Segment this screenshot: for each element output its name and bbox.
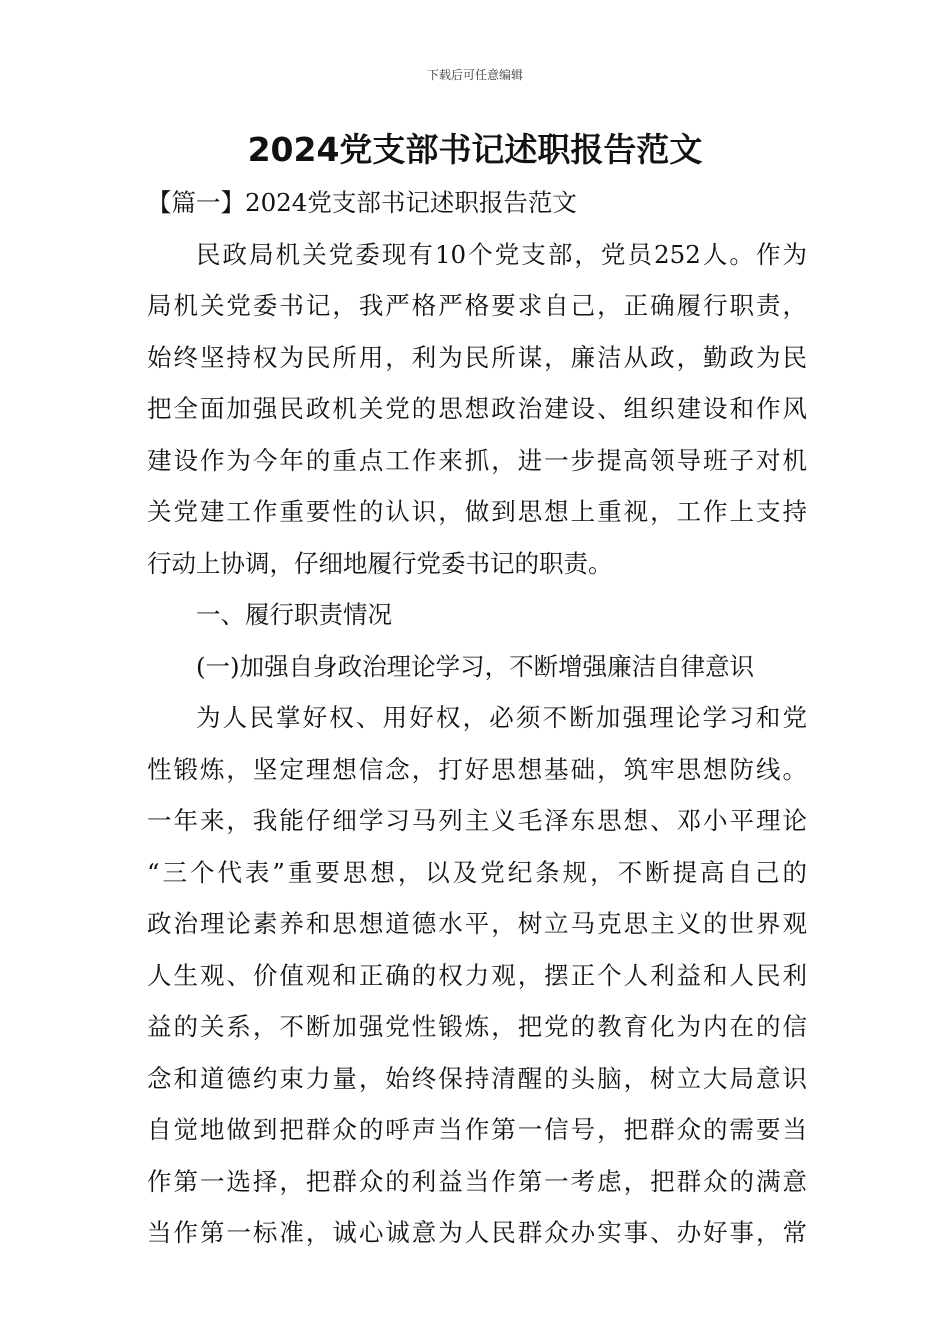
header-note: 下载后可任意编辑 — [426, 68, 523, 82]
text-line: 关党建工作重要性的认识，做到思想上重视，工作上支持 — [147, 497, 807, 526]
text-line: 益的关系，不断加强党性锻炼，把党的教育化为内在的信 — [147, 1012, 807, 1041]
text-line: 建设作为今年的重点工作来抓，进一步提高领导班子对机 — [147, 445, 807, 475]
text-line: 性锻炼，坚定理想信念，打好思想基础，筑牢思想防线。 — [147, 754, 807, 784]
text-line: 始终坚持权为民所用，利为民所谋，廉洁从政，勤政为民 — [147, 342, 807, 372]
text-line: 人生观、价值观和正确的权力观，摆正个人利益和人民利 — [147, 960, 807, 990]
text-line: (一)加强自身政治理论学习，不断增强廉洁自律意识 — [196, 651, 755, 681]
text-line: 民政局机关党委现有10个党支部，党员252人。作为 — [196, 239, 807, 269]
text-line: 一、履行职责情况 — [196, 600, 392, 629]
text-line: 一年来，我能仔细学习马列主义毛泽东思想、邓小平理论 — [147, 806, 807, 835]
text-line: 自觉地做到把群众的呼声当作第一信号，把群众的需要当 — [147, 1115, 807, 1144]
text-line: 把全面加强民政机关党的思想政治建设、组织建设和作风 — [147, 394, 807, 423]
text-line: 念和道德约束力量，始终保持清醒的头脑，树立大局意识 — [147, 1063, 807, 1093]
text-line: 作第一选择，把群众的利益当作第一考虑，把群众的满意 — [147, 1166, 807, 1196]
text-line: 局机关党委书记，我严格严格要求自己，正确履行职责， — [147, 291, 807, 320]
text-line: 【篇一】2024党支部书记述职报告范文 — [147, 188, 577, 217]
text-line: 行动上协调，仔细地履行党委书记的职责。 — [147, 548, 613, 578]
text-line: 当作第一标准，诚心诚意为人民群众办实事、办好事，常 — [147, 1218, 807, 1247]
text-line: 政治理论素养和思想道德水平，树立马克思主义的世界观 — [147, 909, 807, 938]
text-line: “三个代表”重要思想，以及党纪条规，不断提高自己的 — [147, 857, 807, 887]
text-line: 为人民掌好权、用好权，必须不断加强理论学习和党 — [196, 703, 807, 732]
document-body — [147, 177, 807, 1259]
document-title: 2024党支部书记述职报告范文 — [247, 130, 703, 169]
